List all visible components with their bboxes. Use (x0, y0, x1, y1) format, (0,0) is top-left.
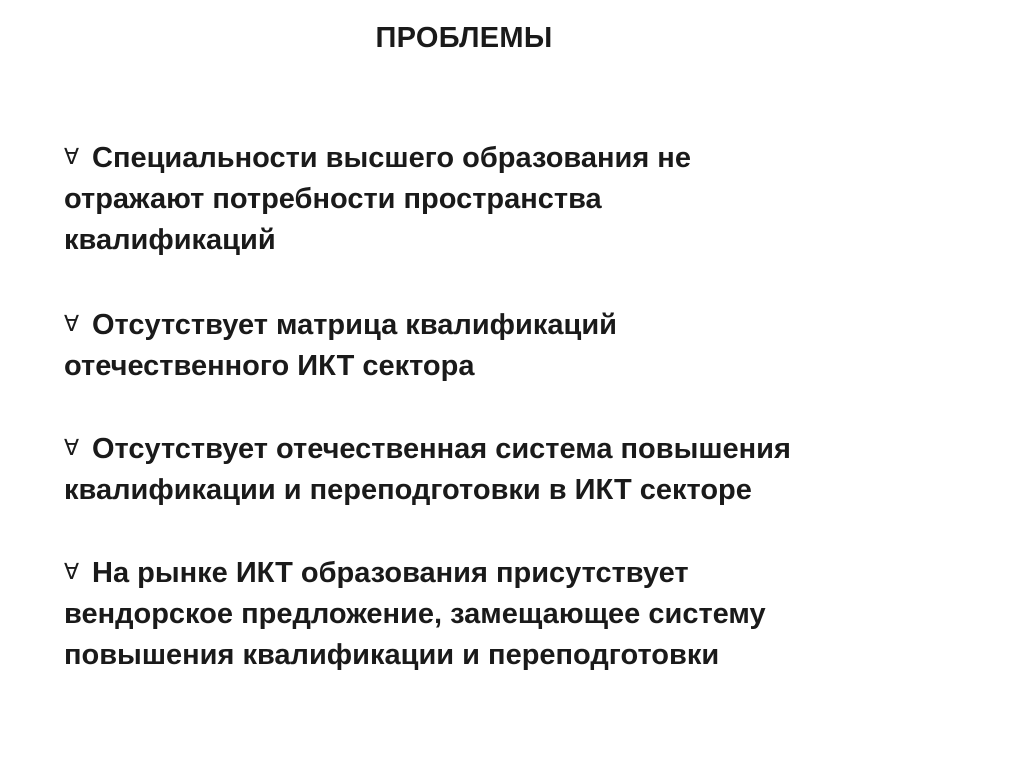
bullet-line: Отсутствует отечественная система повышения (92, 433, 791, 465)
list-item (64, 303, 964, 387)
bullet-line: квалификаций (64, 224, 276, 256)
bullet-line: вендорское предложение, замещающее систему (64, 598, 766, 630)
bullet-line: На рынке ИКТ образования присутствует (92, 557, 689, 589)
problems-list (64, 136, 964, 718)
check-triangle-icon: ∀ (64, 559, 80, 584)
check-triangle-icon: ∀ (64, 144, 80, 169)
list-item (64, 551, 964, 676)
check-triangle-icon: ∀ (64, 435, 80, 460)
bullet-line: отражают потребности пространства (64, 183, 602, 215)
bullet-line: повышения квалификации и переподготовки (64, 639, 720, 671)
list-item (64, 427, 964, 511)
bullet-line: Специальности высшего образования не (92, 142, 691, 174)
check-triangle-icon: ∀ (64, 311, 80, 336)
slide-title: ПРОБЛЕМЫ (375, 22, 553, 54)
bullet-line: Отсутствует матрица квалификаций (92, 309, 617, 341)
bullet-line: квалификации и переподготовки в ИКТ секторе (64, 474, 752, 506)
bullet-line: отечественного ИКТ сектора (64, 350, 475, 382)
list-item (64, 136, 964, 261)
